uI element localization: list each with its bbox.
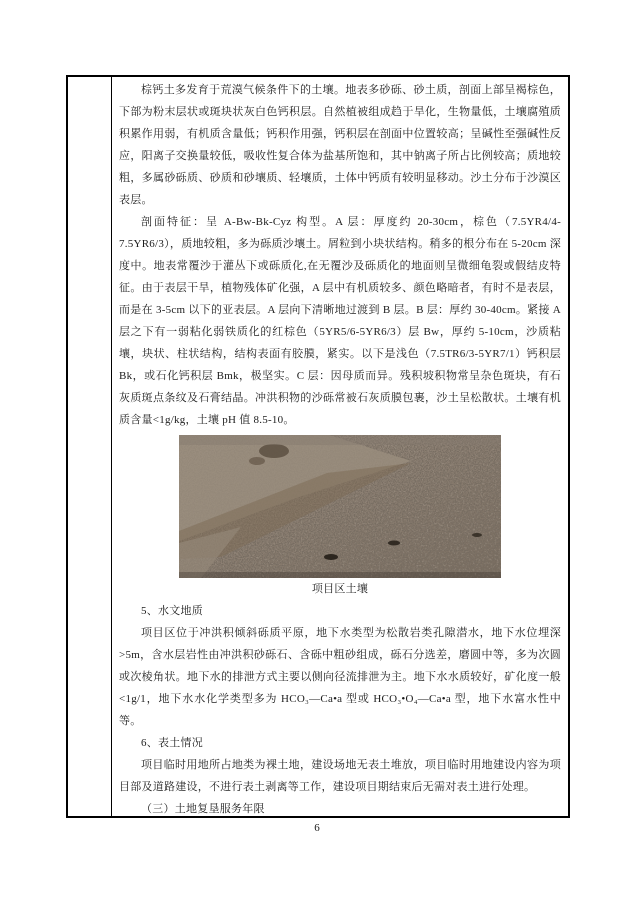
topsoil-paragraph: 项目临时用地所占地类为裸土地，建设场地无表土堆放，项目临时用地建设内容为项目部及道路建设，不进行表土剥离等工作，建设项目期结束后无需对表土进行处理。 [119, 759, 561, 793]
table-left-cell [68, 77, 112, 816]
soil-photo-image [179, 435, 501, 578]
page-number: 6 [314, 822, 320, 834]
photo-caption: 项目区土壤 [311, 583, 369, 595]
hydrogeology-paragraph: 项目区位于冲洪积倾斜砾质平原，地下水类型为松散岩类孔隙潜水，地下水位埋深>5m，含水层岩性由冲洪积砂砾石、含砾中粗砂组成，砾石分选差，磨圆中等，多为次圆或次棱角状。地下水的排泄方式主要以侧向径流排泄为主。地下水水质较好，矿化度一般<1g/1，地下水水化学类型多为 HCO₃—Ca•a 型或 HCO₃•O₄—Ca•a 型，地下水富水性中等。 [119, 627, 561, 727]
soil-profile-paragraph: 剖面特征：呈 A-Bw-Bk-Cyz 构型。A 层：厚度约 20-30cm，棕色（7.5YR4/4-7.5YR6/3），质地较粗，多为砾质沙壤土。屑粒到小块状结构。稍多的根分布在 5-20cm 深度中。地表常覆沙于灌丛下或砾质化,在无覆沙及砾质化的地面则呈微细龟裂或假结皮特征。由于表层干旱，植物残体矿化强，A 层中有机质较多、颜色略暗者，有时不是表层，而是在 3-5cm 以下的亚表层。A 层向下清晰地过渡到 B 层。B 层：厚约 30-40cm。紧接 A 层之下有一弱粘化弱铁质化的红棕色（5YR5/6-5YR6/3）层 Bw，厚约 5-10cm，沙质粘壤，块状、柱状结构，结构表面有胶膜，紧实。以下是浅色（7.5TR6/3-5YR7/1）钙积层 Bk，或石化钙积层 Bmk，极坚实。C 层：因母质而异。残积坡积物常呈杂色斑块，有石灰质斑点条纹及石膏结晶。冲洪积物的沙砾常被石灰质膜包裹，沙土呈松散状。土壤有机质含量<1g/kg，土壤 pH 值 8.5-10。 [119, 216, 561, 426]
soil-description-paragraph-1: 棕钙土多发育于荒漠气候条件下的土壤。地表多砂砾、砂土质，剖面上部呈褐棕色，下部为粉末层状或斑块状灰白色钙积层。自然植被组成趋于旱化，生物量低，土壤腐殖质积累作用弱，有机质含量低；钙积作用强，钙积层在剖面中位置较高；呈碱性至强碱性反应，阳离子交换量较低，吸收性复合体为盐基所饱和，其中钠离子所占比例较高；质地较粗，多属砂砾质、砂质和砂壤质、轻壤质，土体中钙质有较明显移动。沙土分布于沙漠区表层。 [119, 84, 561, 206]
section-reclamation-heading: （三）土地复垦服务年限 [141, 803, 265, 815]
table-content-cell [112, 77, 568, 816]
section-6-heading: 6、表土情况 [141, 737, 203, 749]
section-5-heading: 5、水文地质 [141, 605, 203, 617]
soil-photo [179, 435, 501, 578]
report-table [66, 75, 570, 818]
